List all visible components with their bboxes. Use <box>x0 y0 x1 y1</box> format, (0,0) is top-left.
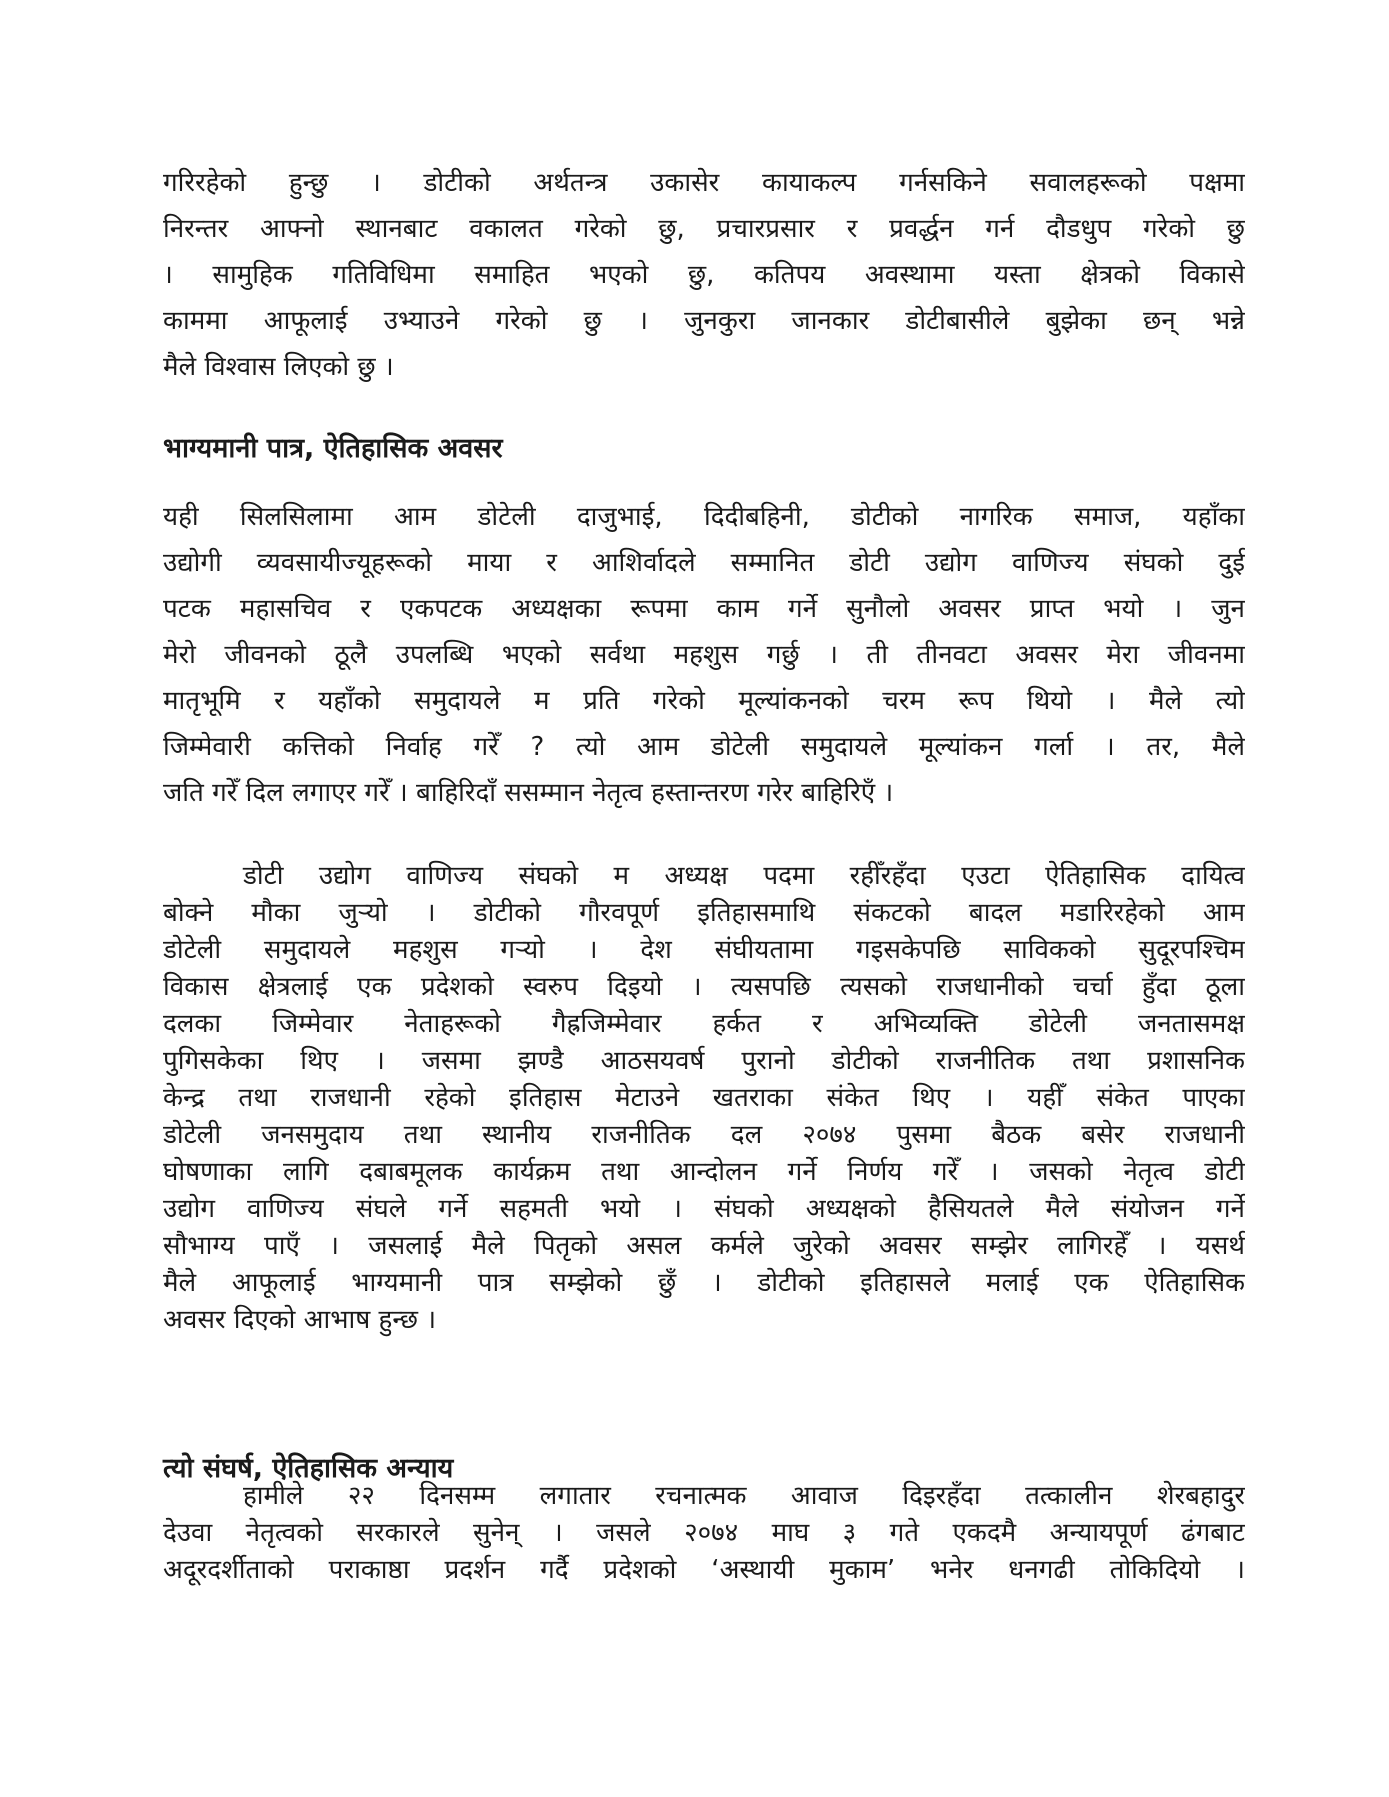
text-line: जति गरेँ दिल लगाएर गरेँ । बाहिरिदाँ ससम्मान नेतृत्व हस्तान्तरण गरेर बाहिरिएँ । <box>163 778 894 808</box>
section-heading: त्यो संघर्ष, ऐतिहासिक अन्याय <box>163 1453 454 1484</box>
text-line: मेरो जीवनको ठूलै उपलब्धि भएको सर्वथा महशुस गर्छु । ती तीनवटा अवसर मेरा जीवनमा <box>163 640 1245 670</box>
section2-paragraph1 <box>163 1478 1245 1589</box>
text-line: पटक महासचिव र एकपटक अध्यक्षका रूपमा काम गर्ने सुनौलो अवसर प्राप्त भयो । जुन <box>163 594 1245 624</box>
text-line: अदूरदर्शीताको पराकाष्ठा प्रदर्शन गर्दै प्रदेशको ‘अस्थायी मुकाम’ भनेर धनगढी तोकिदियो । <box>163 1555 1245 1585</box>
text-line: काममा आफूलाई उभ्याउने गरेको छु । जुनकुरा जानकार डोटीबासीले बुझेका छन् भन्ने <box>163 306 1245 336</box>
text-line: हामीले २२ दिनसम्म लगातार रचनात्मक आवाज दिइरहँदा तत्कालीन शेरबहादुर <box>243 1481 1245 1511</box>
text-line: उद्योगी व्यवसायीज्यूहरूको माया र आशिर्वादले सम्मानित डोटी उद्योग वाणिज्य संघको दुई <box>163 548 1245 578</box>
text-line: विकास क्षेत्रलाई एक प्रदेशको स्वरुप दिइयो । त्यसपछि त्यसको राजधानीको चर्चा हुँदा ठूला <box>163 972 1245 1002</box>
text-line: दलका जिम्मेवार नेताहरूको गैह्रजिम्मेवार हर्कत र अभिव्यक्ति डोटेली जनतासमक्ष <box>163 1009 1245 1039</box>
section-heading: भाग्यमानी पात्र, ऐतिहासिक अवसर <box>163 433 503 464</box>
section1-paragraph1 <box>163 494 1245 816</box>
text-line: पुगिसकेका थिए । जसमा झण्डै आठसयवर्ष पुरानो डोटीको राजनीतिक तथा प्रशासनिक <box>163 1046 1245 1076</box>
text-line: घोषणाका लागि दबाबमूलक कार्यक्रम तथा आन्दोलन गर्ने निर्णय गरेँ । जसको नेतृत्व डोटी <box>163 1157 1245 1187</box>
text-line: बोक्ने मौका जुर्‍यो । डोटीको गौरवपूर्ण इतिहासमाथि संकटको बादल मडारिरहेको आम <box>163 898 1245 928</box>
text-line: उद्योग वाणिज्य संघले गर्ने सहमती भयो । संघको अध्यक्षको हैसियतले मैले संयोजन गर्ने <box>163 1194 1245 1224</box>
text-line: यही सिलसिलामा आम डोटेली दाजुभाई, दिदीबहिनी, डोटीको नागरिक समाज, यहाँका <box>163 502 1245 532</box>
section1-paragraph2 <box>163 858 1245 1339</box>
text-line: गरिरहेको हुन्छु । डोटीको अर्थतन्त्र उकासेर कायाकल्प गर्नसकिने सवालहरूको पक्षमा <box>163 168 1245 198</box>
text-line: अवसर दिएको आभाष हुन्छ । <box>163 1305 437 1335</box>
text-line: मैले आफूलाई भाग्यमानी पात्र सम्झेको छुँ । डोटीको इतिहासले मलाई एक ऐतिहासिक <box>163 1268 1245 1298</box>
text-line: निरन्तर आफ्नो स्थानबाट वकालत गरेको छु, प्रचारप्रसार र प्रवर्द्धन गर्न दौडधुप गरेको छु <box>163 214 1245 244</box>
text-line: डोटी उद्योग वाणिज्य संघको म अध्यक्ष पदमा रहीँरहँदा एउटा ऐतिहासिक दायित्व <box>243 861 1245 891</box>
text-line: डोटेली समुदायले महशुस गर्‍यो । देश संघीयतामा गइसकेपछि साविकको सुदूरपश्चिम <box>163 935 1245 965</box>
text-line: सौभाग्य पाएँ । जसलाई मैले पितृको असल कर्मले जुरेको अवसर सम्झेर लागिरहेँ । यसर्थ <box>163 1231 1245 1261</box>
text-line: मातृभूमि र यहाँको समुदायले म प्रति गरेको मूल्यांकनको चरम रूप थियो । मैले त्यो <box>163 686 1245 716</box>
text-line: । सामुहिक गतिविधिमा समाहित भएको छु, कतिपय अवस्थामा यस्ता क्षेत्रको विकासे <box>163 260 1245 290</box>
text-line: केन्द्र तथा राजधानी रहेको इतिहास मेटाउने खतराका संकेत थिए । यहीँ संकेत पाएका <box>163 1083 1245 1113</box>
intro-paragraph <box>163 160 1245 390</box>
text-line: मैले विश्वास लिएको छु । <box>163 352 394 382</box>
text-line: जिम्मेवारी कत्तिको निर्वाह गरेँ ? त्यो आम डोटेली समुदायले मूल्यांकन गर्ला । तर, मैले <box>163 732 1245 762</box>
text-line: देउवा नेतृत्वको सरकारले सुनेन् । जसले २०७४ माघ ३ गते एकदमै अन्यायपूर्ण ढंगबाट <box>163 1518 1245 1548</box>
text-line: डोटेली जनसमुदाय तथा स्थानीय राजनीतिक दल २०७४ पुसमा बैठक बसेर राजधानी <box>163 1120 1245 1150</box>
